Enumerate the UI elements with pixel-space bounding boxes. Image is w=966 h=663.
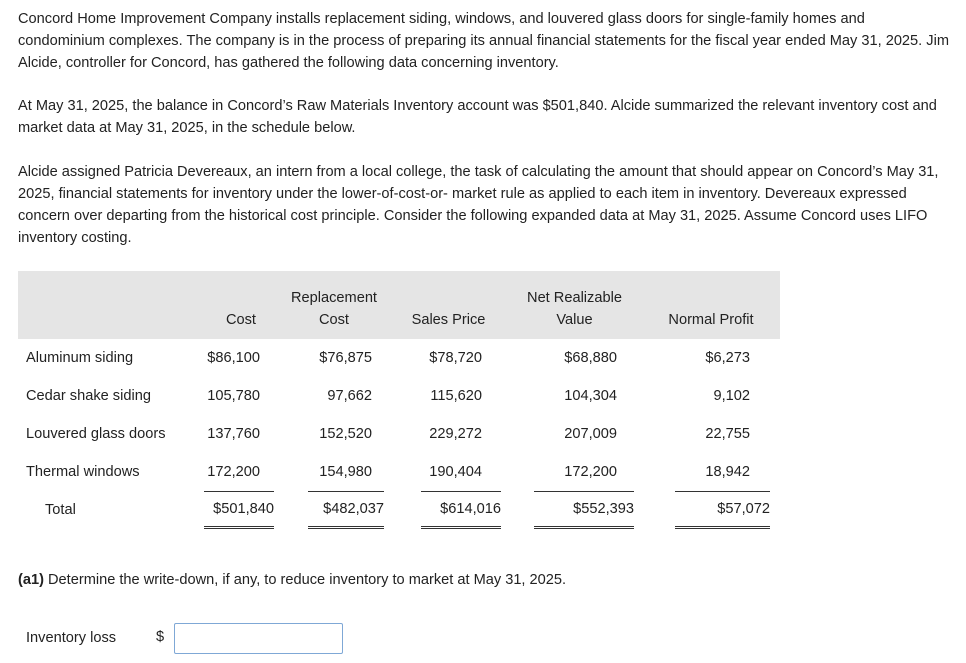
total-net-realizable-value: $552,393 xyxy=(534,491,634,529)
total-label: Total xyxy=(45,502,76,518)
total-sales-cell xyxy=(390,491,507,529)
row-cost: $86,100 xyxy=(207,350,260,366)
total-replacement-cell xyxy=(278,491,390,529)
row-item: Louvered glass doors xyxy=(26,426,166,442)
row-item: Aluminum siding xyxy=(26,350,134,366)
question-tag: (a1) xyxy=(18,572,44,588)
dollar-sign: $ xyxy=(156,629,165,645)
total-cost-cell xyxy=(204,491,278,529)
row-replacement-cost: 154,980 xyxy=(319,464,372,480)
row-replacement-cost: 97,662 xyxy=(327,388,372,404)
inventory-loss-input[interactable] xyxy=(174,623,343,654)
row-sales-price: 115,620 xyxy=(430,388,482,404)
total-sales-price: $614,016 xyxy=(421,491,501,529)
row-item: Thermal windows xyxy=(26,464,140,480)
balance-paragraph: At May 31, 2025, the balance in Concord’s Raw Materials Inventory account was $501,840. Alcide summarized the relevant inventory cost and market data at May 31, 2025, in the schedule below. xyxy=(18,98,937,136)
row-sales-price: 229,272 xyxy=(429,426,482,442)
total-replacement-cost: $482,037 xyxy=(308,491,384,529)
total-cost: $501,840 xyxy=(204,491,274,529)
row-sales-price: $78,720 xyxy=(429,350,482,366)
row-item: Cedar shake siding xyxy=(26,388,151,404)
header-sales-price: Sales Price xyxy=(390,271,507,339)
row-normal-profit: 22,755 xyxy=(705,426,750,442)
table-header-row xyxy=(18,271,780,339)
inventory-table xyxy=(18,271,780,529)
row-cost: 137,760 xyxy=(207,426,260,442)
total-profit-cell xyxy=(642,491,780,529)
row-sales-price: 190,404 xyxy=(429,464,482,480)
question-a1 xyxy=(18,569,566,591)
table-row xyxy=(18,339,780,377)
row-normal-profit: 18,942 xyxy=(705,464,750,480)
header-item xyxy=(18,271,204,339)
row-net-realizable-value: 207,009 xyxy=(564,426,617,442)
intro-paragraph: Concord Home Improvement Company installs replacement siding, windows, and louvered glass doors for single-family homes and condominium complexes. The company is in the process of preparing its annual financial statements for the fiscal year ended May 31, 2025. Jim Alcide, controller for Concord, has gathered the following data concerning inventory. xyxy=(18,11,949,71)
header-net-realizable-value: Net Realizable Value xyxy=(507,271,642,339)
row-normal-profit: $6,273 xyxy=(705,350,750,366)
row-normal-profit: 9,102 xyxy=(713,388,750,404)
row-net-realizable-value: 172,200 xyxy=(564,464,617,480)
row-cost: 105,780 xyxy=(207,388,260,404)
header-replacement-cost: Replacement Cost xyxy=(278,271,390,339)
total-row xyxy=(18,491,780,529)
header-normal-profit: Normal Profit xyxy=(642,271,780,339)
row-net-realizable-value: 104,304 xyxy=(564,388,617,404)
table-row xyxy=(18,415,780,453)
row-replacement-cost: 152,520 xyxy=(319,426,372,442)
inventory-loss-label: Inventory loss xyxy=(26,630,117,646)
header-cost: Cost xyxy=(204,271,278,339)
table-row xyxy=(18,453,780,491)
row-net-realizable-value: $68,880 xyxy=(564,350,617,366)
assignment-paragraph: Alcide assigned Patricia Devereaux, an intern from a local college, the task of calculating the amount that should appear on Concord’s May 31, 2025, financial statements for inventory under the lower-of-cost-or- market rule as applied to each item in inventory. Devereaux expressed concern over departing from the historical cost principle. Consider the following expanded data at May 31, 2025. Assume Concord uses LIFO inventory costing. xyxy=(18,164,939,246)
total-normal-profit: $57,072 xyxy=(675,491,770,529)
row-cost: 172,200 xyxy=(207,464,260,480)
question-text: Determine the write-down, if any, to reduce inventory to market at May 31, 2025. xyxy=(43,572,567,588)
total-nrv-cell xyxy=(507,491,642,529)
table-row xyxy=(18,377,780,415)
row-replacement-cost: $76,875 xyxy=(319,350,372,366)
